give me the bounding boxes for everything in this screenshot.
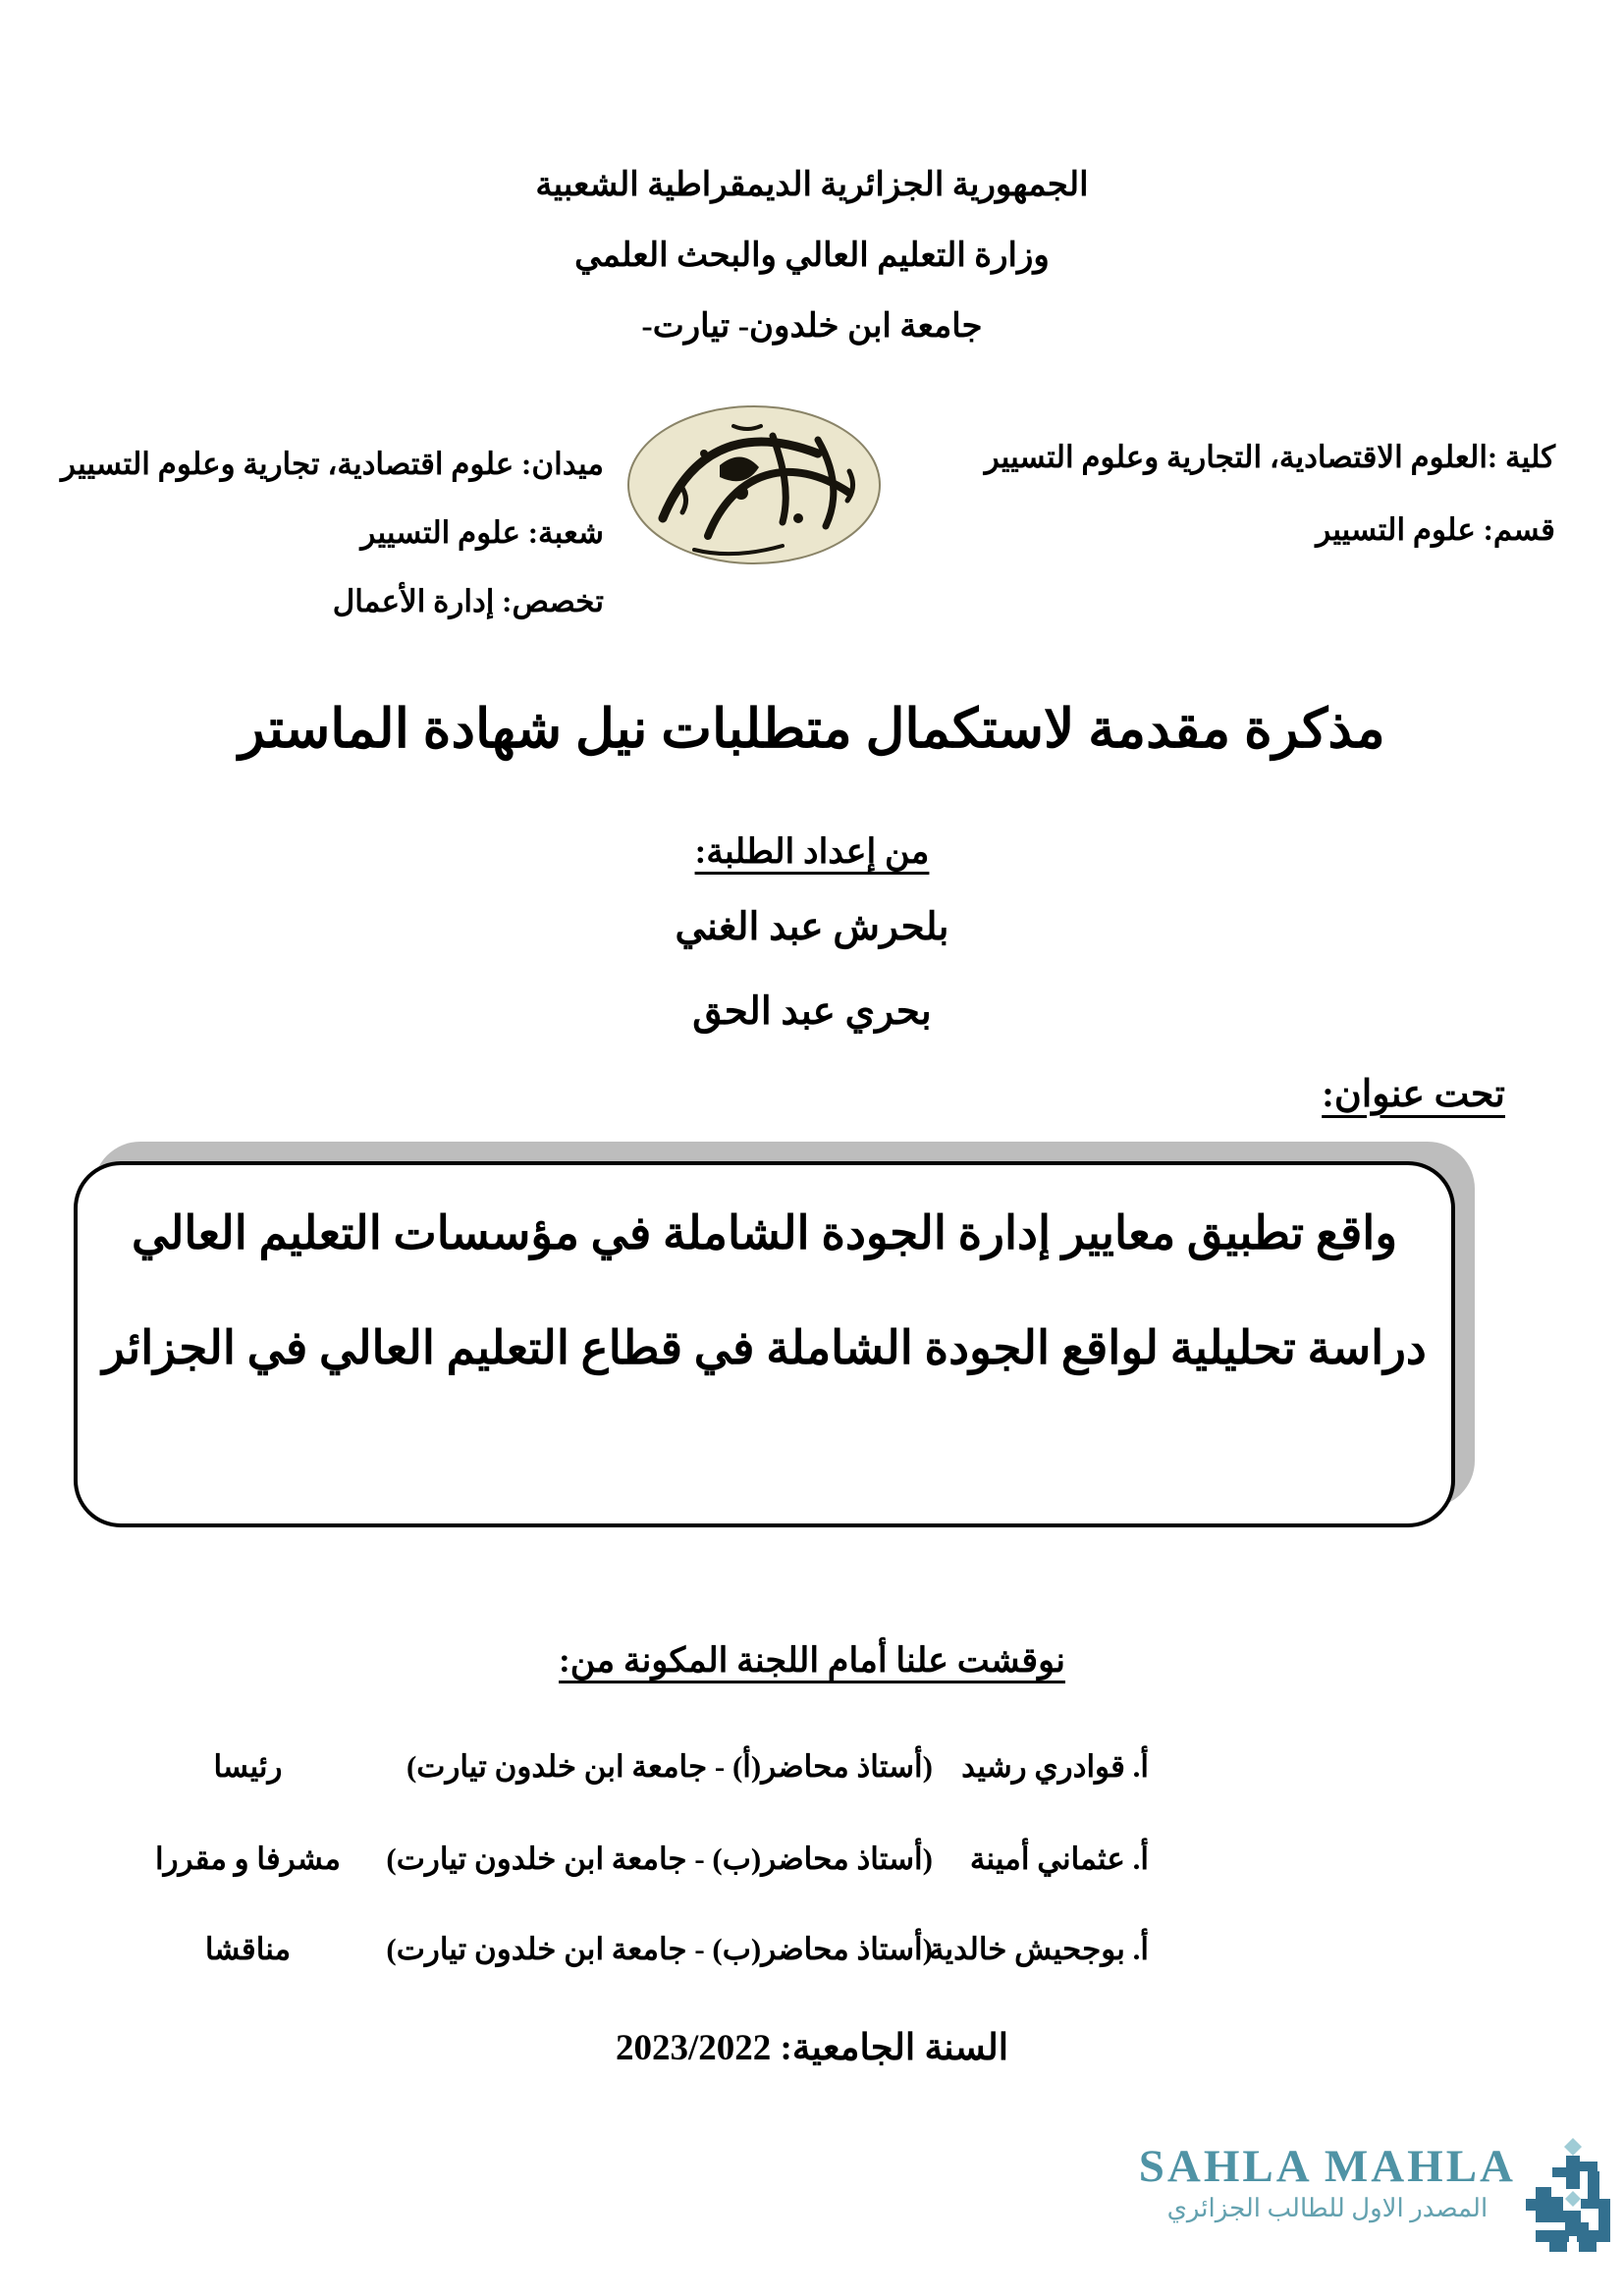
committee-member-affiliation: (أستاذ محاضر(أ) - جامعة ابن خلدون تيارت) bbox=[406, 1749, 933, 1784]
ministry-title: وزارة التعليم العالي والبحث العلمي bbox=[574, 238, 1050, 274]
sahla-mahla-kufic-emblem-icon bbox=[1526, 2138, 1620, 2258]
committee-member-name: أ. عثماني أمينة bbox=[969, 1842, 1149, 1876]
field-line: ميدان: علوم اقتصادية، تجارية وعلوم التسيير bbox=[61, 447, 604, 481]
student-name-1: بلحرش عبد الغني bbox=[675, 906, 949, 948]
committee-member-affiliation: (أستاذ محاضر(ب) - جامعة ابن خلدون تيارت) bbox=[386, 1932, 933, 1966]
committee-row bbox=[74, 1842, 1149, 1877]
sahla-mahla-text-block bbox=[1139, 2138, 1516, 2223]
academic-year: السنة الجامعية: 2023/2022 bbox=[615, 2028, 1009, 2068]
specialty-line: تخصص: إدارة الأعمال bbox=[332, 584, 604, 618]
branch-line: شعبة: علوم التسيير bbox=[360, 515, 604, 550]
committee-heading: نوقشت علنا أمام اللجنة المكونة من: bbox=[559, 1641, 1065, 1680]
committee-row bbox=[74, 1749, 1149, 1785]
thesis-statement: مذكرة مقدمة لاستكمال متطلبات نيل شهادة الماستر bbox=[239, 699, 1385, 759]
committee-member-affiliation: (أستاذ محاضر(ب) - جامعة ابن خلدون تيارت) bbox=[386, 1842, 933, 1876]
faculty-line: كلية :العلوم الاقتصادية، التجارية وعلوم التسيير bbox=[984, 440, 1555, 474]
under-title-label: تحت عنوان: bbox=[1322, 1074, 1505, 1115]
republic-title: الجمهورية الجزائرية الديمقراطية الشعبية bbox=[535, 167, 1089, 203]
thesis-title-box-wrap bbox=[74, 1161, 1455, 1527]
committee-member-role: مناقشا bbox=[204, 1932, 292, 1966]
thesis-title-box bbox=[74, 1161, 1455, 1527]
department-line: قسم: علوم التسيير bbox=[1316, 512, 1555, 547]
sahla-mahla-tagline: المصدر الاول للطالب الجزائري bbox=[1166, 2194, 1489, 2222]
university-seal-logo bbox=[625, 402, 883, 567]
field-info-block bbox=[61, 447, 604, 653]
committee-member-role: رئيسا bbox=[213, 1749, 283, 1784]
prepared-by-label: من إعداد الطلبة: bbox=[694, 832, 930, 871]
student-name-2: بحري عبد الحق bbox=[692, 990, 932, 1033]
thesis-title-line2: دراسة تحليلية لواقع الجودة الشاملة في قطاع التعليم العالي في الجزائر bbox=[102, 1323, 1427, 1374]
thesis-title-line1: واقع تطبيق معايير إدارة الجودة الشاملة في مؤسسات التعليم العالي bbox=[131, 1208, 1398, 1259]
committee-member-role: مشرفا و مقررا bbox=[154, 1842, 342, 1876]
sahla-mahla-logo bbox=[1139, 2138, 1620, 2258]
university-name: جامعة ابن خلدون- تيارت- bbox=[641, 308, 983, 345]
committee-member-name: أ. بوجحيش خالدية bbox=[928, 1932, 1149, 1966]
committee-row bbox=[74, 1932, 1149, 1967]
ibn-khaldoun-seal-icon bbox=[625, 402, 883, 567]
committee-member-name: أ. قوادري رشيد bbox=[961, 1749, 1149, 1784]
sahla-mahla-wordmark: SAHLA MAHLA bbox=[1138, 2141, 1516, 2192]
faculty-info-block bbox=[985, 440, 1555, 585]
